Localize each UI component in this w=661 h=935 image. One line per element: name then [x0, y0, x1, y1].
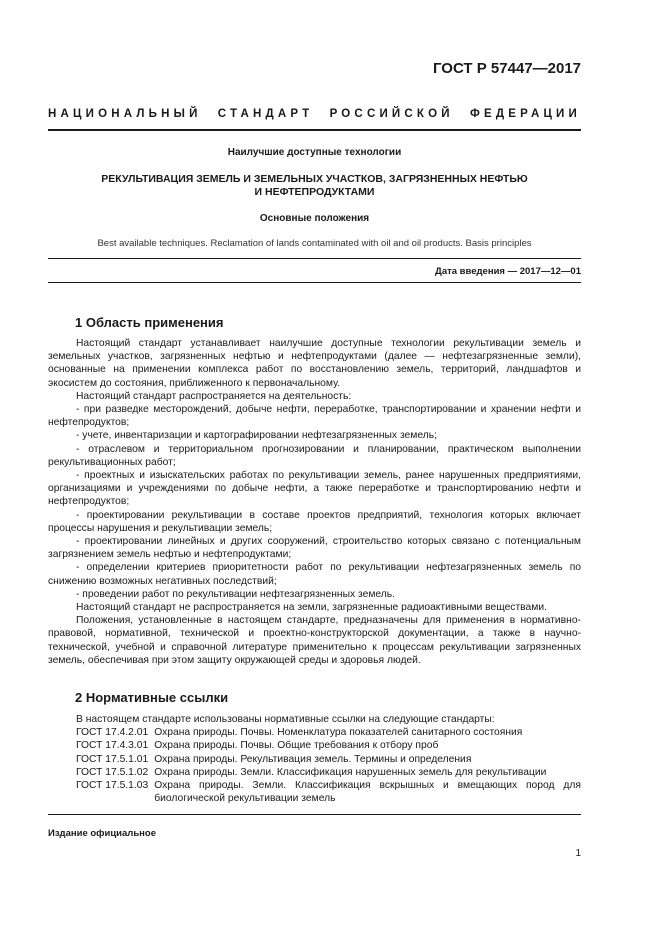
section-1-body [48, 337, 581, 667]
reference-row [48, 753, 581, 766]
reference-code: ГОСТ 17.5.1.02 [76, 766, 149, 778]
refs-intro-text: В настоящем стандарте использованы нормативные ссылки на следующие стандарты: [76, 714, 495, 725]
reference-title: Охрана природы. Земли. Классификация нарушенных земель для рекультивации [154, 766, 547, 778]
reference-code: ГОСТ 17.4.2.01 [76, 727, 149, 739]
reference-code: ГОСТ 17.4.3.01 [76, 740, 149, 752]
list-item: - определении критериев приоритетности работ по рекультивации нефтезагрязненных земель по снижению возможных негативных последствий; [48, 562, 581, 587]
reference-title: Охрана природы. Почвы. Номенклатура показателей санитарного состояния [154, 727, 523, 739]
reference-title: Охрана природы. Почвы. Общие требования к отбору проб [154, 740, 439, 752]
reference-row [48, 779, 581, 805]
section-2-heading: 2 Нормативные ссылки [75, 690, 229, 705]
list-item: - учете, инвентаризации и картографировании нефтезагрязненных земель; [76, 430, 437, 442]
paragraph: Настоящий стандарт не распространяется на земли, загрязненные радиоактивными веществами. [76, 602, 547, 614]
main-title-line1: РЕКУЛЬТИВАЦИЯ ЗЕМЕЛЬ И ЗЕМЕЛЬНЫХ УЧАСТКОВ, ЗАГРЯЗНЕННЫХ НЕФТЬЮ [101, 173, 528, 185]
list-item: - проектных и изыскательских работах по рекультивации земель, ранее нарушенных предприятиями, организациями и учреждениями по добыче нефти, а также переработке и транспортированию нефти и нефтепродуктов; [48, 470, 581, 508]
upper-title: Наилучшие доступные технологии [227, 147, 402, 158]
gost-number: ГОСТ Р 57447—2017 [432, 60, 581, 77]
list-item: - при разведке месторождений, добыче нефти, переработке, транспортировании и хранении нефти и нефтепродуктов; [48, 404, 581, 429]
official-edition-label: Издание официальное [48, 828, 156, 839]
date-divider [48, 282, 581, 283]
reference-row [48, 739, 581, 752]
reference-code: ГОСТ 17.5.1.03 [76, 780, 149, 792]
introduction-date: Дата введения — 2017—12—01 [435, 266, 581, 277]
list-item: - отраслевом и территориальном прогнозировании и планировании, практическом выполнении рекультивационных работ; [48, 443, 581, 468]
refs-intro [48, 713, 581, 726]
paragraph: Положения, установленные в настоящем стандарте, предназначены для применения в нормативно-правовой, нормативной, технической и проектно-конструкторской документации, а также в научно-технической, учебной и справочной литературе применительно к процессам рекультивации загрязненных земель, обеспечивая при этом защиту окружающей среды и здоровья людей. [48, 615, 581, 666]
list-item: - проектировании рекультивации в составе проектов предприятий, технология которых включает процессы нарушения и рекультивации земель; [48, 509, 581, 534]
list-item: - проектировании линейных и других сооружений, строительство которых связано с потенциальным загрязнением земель нефтью и нефтепродуктами; [48, 536, 581, 561]
section-2-body [48, 713, 581, 805]
section-1-heading: 1 Область применения [75, 315, 224, 330]
reference-row [48, 726, 581, 739]
reference-title: Охрана природы. Рекультивация земель. Термины и определения [154, 753, 472, 765]
reference-title: Охрана природы. Земли. Классификация вскрышных и вмещающих пород для биологической рекультивации земель [154, 780, 581, 805]
footer-divider [48, 814, 581, 815]
paragraph: Настоящий стандарт распространяется на деятельность: [76, 390, 352, 402]
title-divider [48, 258, 581, 259]
english-title: Best available techniques. Reclamation of lands contaminated with oil and oil products. Basis principles [97, 238, 532, 249]
page-number: 1 [575, 848, 581, 859]
main-title [48, 173, 581, 199]
subtitle: Основные положения [259, 213, 370, 224]
reference-code: ГОСТ 17.5.1.01 [76, 753, 149, 765]
main-title-line2: И НЕФТЕПРОДУКТАМИ [254, 186, 375, 198]
reference-row [48, 766, 581, 779]
header-divider [48, 129, 581, 131]
paragraph: Настоящий стандарт устанавливает наилучшие доступные технологии рекультивации земель и земельных участков, загрязненных нефтью и нефтепродуктами (далее — нефтезагрязненные земли), основанные на применении комплекса работ по восстановлению земель, территорий, ландшафтов и экосистем до состояния, приближенного к первоначальному. [48, 338, 581, 389]
national-standard-heading: НАЦИОНАЛЬНЫЙ СТАНДАРТ РОССИЙСКОЙ ФЕДЕРАЦИИ [48, 108, 581, 120]
list-item: - проведении работ по рекультивации нефтезагрязненных земель. [76, 588, 396, 600]
